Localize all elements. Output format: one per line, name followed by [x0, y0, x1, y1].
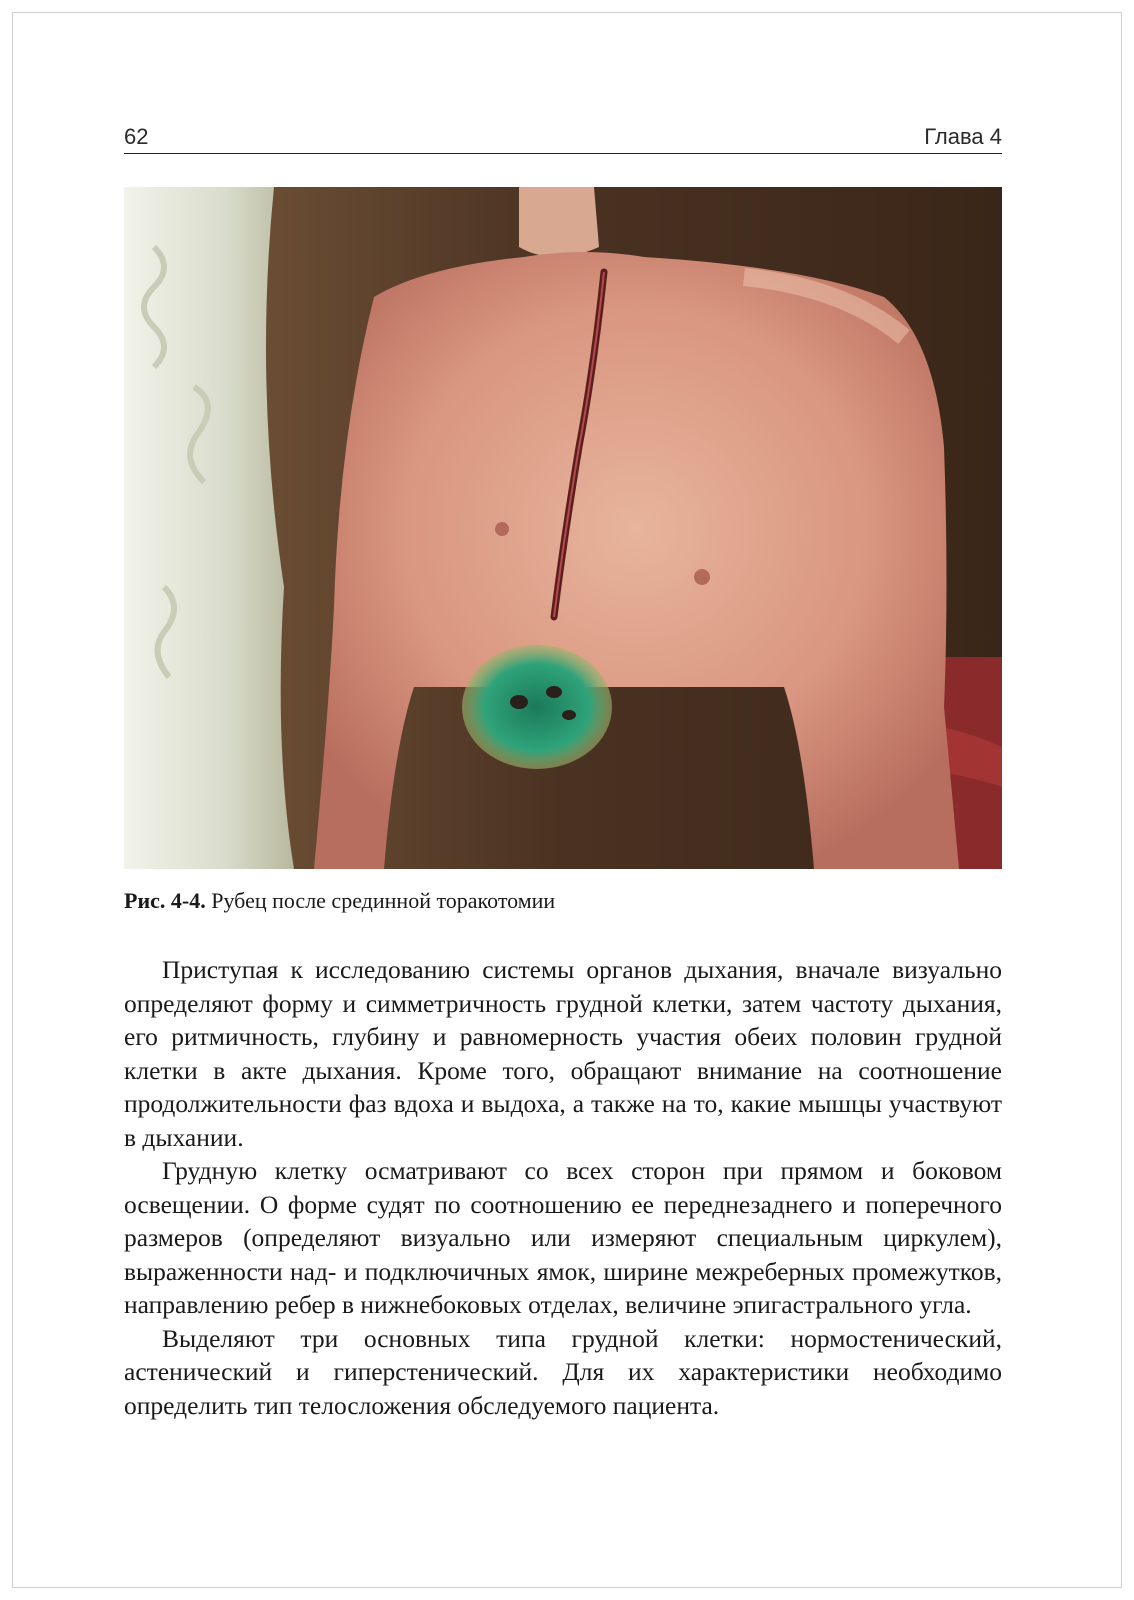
paragraph: Выделяют три основных типа грудной клетки: нормостенический, астенический и гиперстенический. Для их характеристики необходимо определить тип телосложения обследуемого пациента. [124, 1323, 1002, 1420]
figure-photo [124, 187, 1002, 869]
chapter-title: Глава 4 [924, 124, 1002, 149]
paragraph: Приступая к исследованию системы органов дыхания, вначале визуально определяют форму и симметричность грудной клетки, затем частоту дыхания, его ритмичность, глубину и равномерность участия обеих половин грудной клетки в акте дыхания. Кроме того, обращают внимание на соотношение продолжительности фаз вдоха и выдоха, а также на то, какие мышцы участвуют в дыхании. [124, 955, 1002, 1152]
page-number: 62 [124, 124, 149, 149]
figure-caption-text: Рубец после срединной торакотомии [205, 888, 556, 913]
figure-caption [124, 888, 1002, 914]
running-head [124, 124, 1002, 154]
chest-scar-photo [124, 187, 1002, 869]
paragraph: Грудную клетку осматривают со всех сторон при прямом и боковом освещении. О форме судят по соотношению ее переднезаднего и поперечного размеров (определяют визуально или измеряют специальным циркулем), выраженности над- и подключичных ямок, ширине межреберных промежутков, направлению ребер в нижнебоковых отделах, величине эпигастрального угла. [124, 1156, 1002, 1319]
figure-label: Рис. 4-4. [124, 888, 206, 913]
body-text [124, 953, 1002, 1422]
